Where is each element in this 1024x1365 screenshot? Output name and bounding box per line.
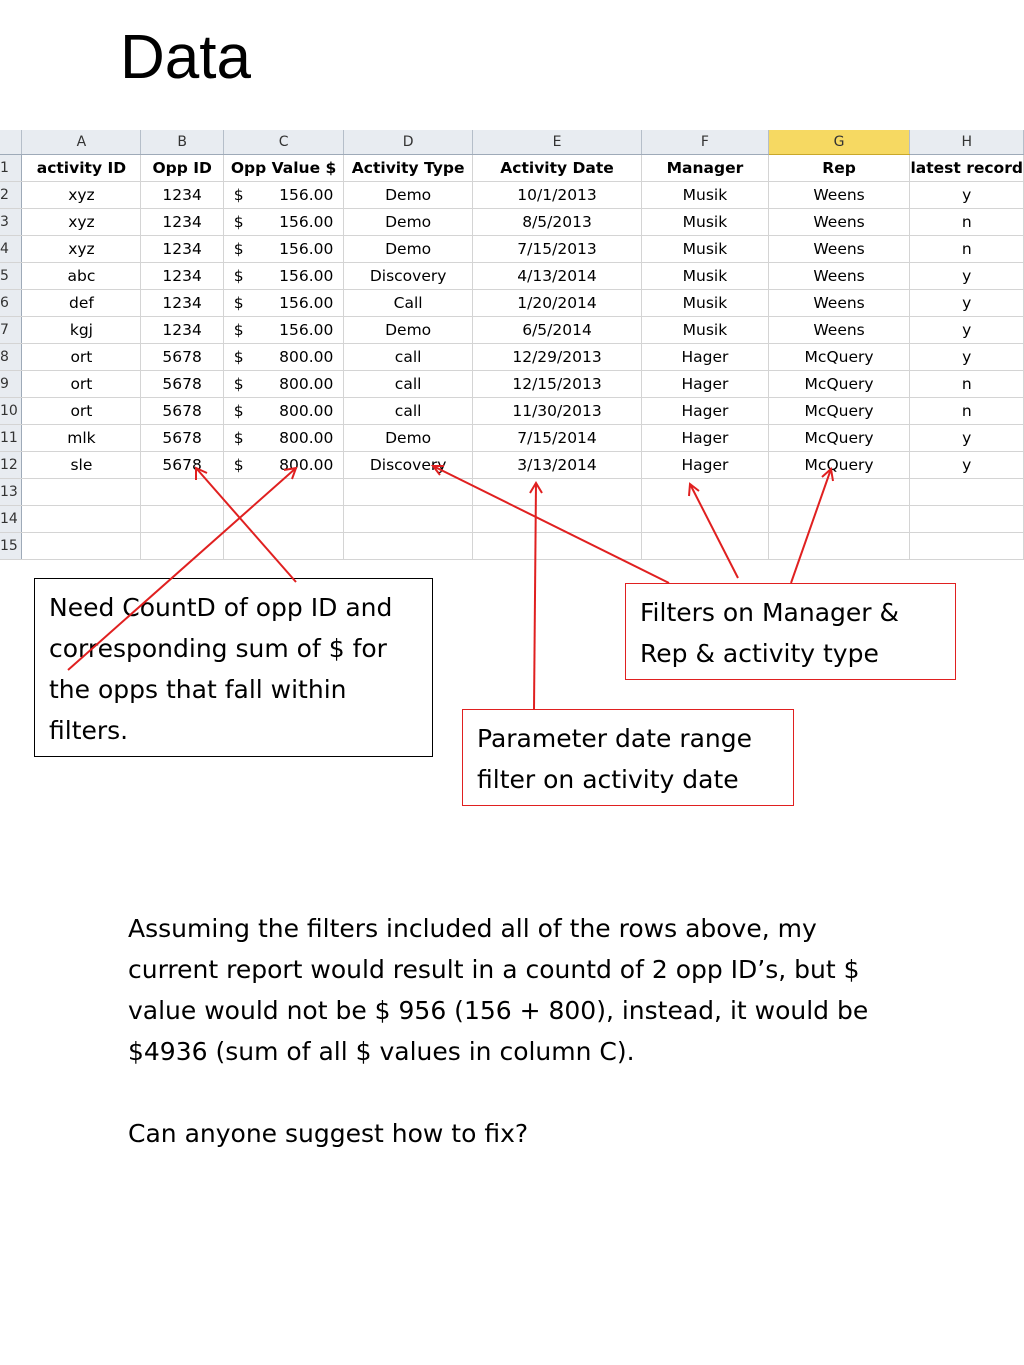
table-cell[interactable]: Musik (642, 290, 768, 317)
countd-callout (34, 578, 433, 757)
table-cell[interactable]: 6/5/2014 (472, 317, 641, 344)
header-cell[interactable]: latest record (910, 155, 1024, 182)
row-number[interactable]: 7 (0, 317, 22, 344)
table-cell[interactable] (223, 209, 344, 236)
table-cell[interactable] (472, 479, 641, 506)
currency-value (224, 186, 344, 204)
row-number[interactable]: 13 (0, 479, 22, 506)
currency-value (224, 348, 344, 366)
table-cell[interactable]: 5678 (141, 398, 223, 425)
table-cell[interactable]: y (910, 317, 1024, 344)
currency-value (224, 267, 344, 285)
table-cell[interactable] (910, 479, 1024, 506)
table-cell[interactable] (223, 290, 344, 317)
amount: 800.00 (279, 348, 334, 366)
column-header-f[interactable]: F (642, 130, 768, 155)
row-number[interactable]: 15 (0, 533, 22, 560)
table-cell[interactable]: Demo (344, 236, 473, 263)
table-cell[interactable] (22, 506, 141, 533)
table-cell[interactable]: call (344, 371, 473, 398)
table-cell[interactable] (768, 506, 910, 533)
table-cell[interactable]: Weens (768, 263, 910, 290)
table-cell[interactable]: 1234 (141, 209, 223, 236)
table-cell[interactable] (223, 533, 344, 560)
date-range-callout (462, 709, 794, 806)
table-cell[interactable]: kgj (22, 317, 141, 344)
row-number[interactable]: 6 (0, 290, 22, 317)
amount: 156.00 (279, 213, 334, 231)
currency-value (224, 456, 344, 474)
table-cell[interactable]: y (910, 452, 1024, 479)
currency-symbol: $ (233, 186, 244, 204)
question-paragraph: Can anyone suggest how to fix? (128, 1119, 529, 1148)
table-header-row (0, 155, 1024, 182)
table-row (0, 398, 1024, 425)
amount: 800.00 (279, 456, 334, 474)
table-cell[interactable]: Musik (642, 317, 768, 344)
table-cell[interactable]: n (910, 209, 1024, 236)
table-cell[interactable]: Demo (344, 209, 473, 236)
row-number[interactable]: 2 (0, 182, 22, 209)
date-range-callout-text: Parameter date range filter on activity date (477, 724, 753, 794)
table-cell[interactable]: 5678 (141, 371, 223, 398)
table-cell[interactable]: Hager (642, 371, 768, 398)
row-number[interactable]: 12 (0, 452, 22, 479)
table-cell[interactable] (642, 479, 768, 506)
column-header-g[interactable]: G (768, 130, 910, 155)
table-cell[interactable]: Hager (642, 398, 768, 425)
amount: 800.00 (279, 375, 334, 393)
table-cell[interactable]: y (910, 263, 1024, 290)
table-row (0, 479, 1024, 506)
explanation-paragraph: Assuming the filters included all of the rows above, my current report would result in a countd of 2 opp ID’s, but $ value would not be $ 956 (156 + 800), instead, it would be $4936 (sum of all $ values in column C). (128, 914, 869, 1066)
table-cell[interactable]: Weens (768, 182, 910, 209)
amount: 156.00 (279, 240, 334, 258)
table-cell[interactable] (768, 533, 910, 560)
table-cell[interactable]: n (910, 236, 1024, 263)
table-cell[interactable]: 4/13/2014 (472, 263, 641, 290)
filters-callout (625, 583, 956, 680)
header-cell[interactable]: Opp Value $ (223, 155, 344, 182)
table-row (0, 533, 1024, 560)
amount: 156.00 (279, 186, 334, 204)
column-header-e[interactable]: E (472, 130, 641, 155)
table-cell[interactable]: Musik (642, 236, 768, 263)
table-cell[interactable] (141, 506, 223, 533)
table-cell[interactable] (472, 533, 641, 560)
row-number[interactable]: 8 (0, 344, 22, 371)
header-cell[interactable]: activity ID (22, 155, 141, 182)
table-cell[interactable]: xyz (22, 182, 141, 209)
table-cell[interactable]: McQuery (768, 398, 910, 425)
currency-symbol: $ (233, 402, 244, 420)
table-cell[interactable]: n (910, 398, 1024, 425)
table-cell[interactable]: 7/15/2013 (472, 236, 641, 263)
table-row (0, 344, 1024, 371)
table-cell[interactable]: Demo (344, 317, 473, 344)
table-cell[interactable]: Weens (768, 317, 910, 344)
header-cell[interactable]: Activity Type (344, 155, 473, 182)
table-cell[interactable] (22, 479, 141, 506)
amount: 800.00 (279, 429, 334, 447)
table-cell[interactable] (223, 371, 344, 398)
table-row (0, 182, 1024, 209)
table-cell[interactable]: ort (22, 371, 141, 398)
table-cell[interactable]: 1234 (141, 182, 223, 209)
table-cell[interactable]: 12/29/2013 (472, 344, 641, 371)
table-cell[interactable]: Weens (768, 209, 910, 236)
table-cell[interactable]: Weens (768, 236, 910, 263)
table-cell[interactable]: call (344, 398, 473, 425)
row-number[interactable]: 5 (0, 263, 22, 290)
table-row (0, 317, 1024, 344)
table-cell[interactable]: Discovery (344, 263, 473, 290)
table-cell[interactable]: Musik (642, 209, 768, 236)
amount: 156.00 (279, 267, 334, 285)
table-cell[interactable]: McQuery (768, 425, 910, 452)
table-cell[interactable]: McQuery (768, 452, 910, 479)
currency-symbol: $ (233, 429, 244, 447)
table-cell[interactable] (910, 506, 1024, 533)
amount: 156.00 (279, 321, 334, 339)
currency-value (224, 240, 344, 258)
table-cell[interactable] (642, 506, 768, 533)
table-cell[interactable] (768, 479, 910, 506)
table-cell[interactable]: 5678 (141, 344, 223, 371)
column-header-a[interactable]: A (22, 130, 141, 155)
table-cell[interactable] (344, 479, 473, 506)
table-cell[interactable]: 3/13/2014 (472, 452, 641, 479)
table-row (0, 506, 1024, 533)
table-cell[interactable]: Hager (642, 344, 768, 371)
table-cell[interactable]: ort (22, 344, 141, 371)
table-cell[interactable]: 5678 (141, 452, 223, 479)
table-cell[interactable]: 1234 (141, 290, 223, 317)
data-table (0, 130, 1024, 560)
table-cell[interactable]: Hager (642, 452, 768, 479)
table-cell[interactable]: 7/15/2014 (472, 425, 641, 452)
table-cell[interactable] (472, 506, 641, 533)
table-cell[interactable]: Hager (642, 425, 768, 452)
table-cell[interactable] (223, 236, 344, 263)
column-header-d[interactable]: D (344, 130, 473, 155)
amount: 156.00 (279, 294, 334, 312)
table-cell[interactable]: 1234 (141, 236, 223, 263)
table-cell[interactable] (344, 533, 473, 560)
header-cell[interactable]: Activity Date (472, 155, 641, 182)
table-cell[interactable] (223, 425, 344, 452)
currency-symbol: $ (233, 294, 244, 312)
spreadsheet (0, 130, 1024, 554)
table-cell[interactable]: McQuery (768, 344, 910, 371)
table-cell[interactable]: Musik (642, 263, 768, 290)
table-cell[interactable] (22, 533, 141, 560)
table-cell[interactable]: xyz (22, 236, 141, 263)
table-row (0, 425, 1024, 452)
table-cell[interactable] (223, 263, 344, 290)
table-cell[interactable]: Discovery (344, 452, 473, 479)
table-cell[interactable]: y (910, 290, 1024, 317)
row-number[interactable]: 3 (0, 209, 22, 236)
table-cell[interactable]: Call (344, 290, 473, 317)
table-cell[interactable]: 1/20/2014 (472, 290, 641, 317)
table-cell[interactable] (223, 479, 344, 506)
table-cell[interactable]: mlk (22, 425, 141, 452)
table-cell[interactable]: ort (22, 398, 141, 425)
table-cell[interactable] (223, 452, 344, 479)
row-number[interactable]: 10 (0, 398, 22, 425)
table-cell[interactable]: y (910, 344, 1024, 371)
header-cell[interactable]: Rep (768, 155, 910, 182)
table-cell[interactable] (141, 533, 223, 560)
table-cell[interactable]: 10/1/2013 (472, 182, 641, 209)
table-cell[interactable] (223, 317, 344, 344)
question-text (128, 908, 908, 1154)
currency-symbol: $ (233, 375, 244, 393)
table-cell[interactable] (223, 398, 344, 425)
table-row (0, 236, 1024, 263)
row-number[interactable]: 11 (0, 425, 22, 452)
table-cell[interactable]: 8/5/2013 (472, 209, 641, 236)
currency-symbol: $ (233, 240, 244, 258)
table-cell[interactable]: abc (22, 263, 141, 290)
currency-value (224, 375, 344, 393)
table-cell[interactable] (223, 182, 344, 209)
currency-symbol: $ (233, 321, 244, 339)
table-cell[interactable]: def (22, 290, 141, 317)
table-row (0, 290, 1024, 317)
table-cell[interactable]: 11/30/2013 (472, 398, 641, 425)
currency-value (224, 294, 344, 312)
currency-value (224, 321, 344, 339)
row-number[interactable]: 4 (0, 236, 22, 263)
table-cell[interactable] (910, 533, 1024, 560)
table-cell[interactable]: call (344, 344, 473, 371)
column-header-c[interactable]: C (223, 130, 344, 155)
table-cell[interactable] (223, 344, 344, 371)
currency-value (224, 429, 344, 447)
column-header-h[interactable]: H (910, 130, 1024, 155)
currency-symbol: $ (233, 267, 244, 285)
table-cell[interactable] (141, 479, 223, 506)
table-cell[interactable]: 12/15/2013 (472, 371, 641, 398)
row-number[interactable]: 9 (0, 371, 22, 398)
filters-callout-text: Filters on Manager & Rep & activity type (640, 598, 899, 668)
currency-symbol: $ (233, 348, 244, 366)
table-cell[interactable]: 5678 (141, 425, 223, 452)
table-cell[interactable]: n (910, 371, 1024, 398)
currency-symbol: $ (233, 213, 244, 231)
table-row (0, 209, 1024, 236)
currency-symbol: $ (233, 456, 244, 474)
table-row (0, 371, 1024, 398)
currency-value (224, 213, 344, 231)
currency-value (224, 402, 344, 420)
row-number[interactable]: 1 (0, 155, 22, 182)
table-cell[interactable] (344, 506, 473, 533)
table-cell[interactable]: McQuery (768, 371, 910, 398)
table-cell[interactable]: Weens (768, 290, 910, 317)
column-header-row (0, 130, 1024, 155)
countd-callout-text: Need CountD of opp ID and corresponding sum of $ for the opps that fall within filters. (49, 593, 393, 745)
table-cell[interactable]: y (910, 182, 1024, 209)
table-cell[interactable]: sle (22, 452, 141, 479)
table-cell[interactable]: y (910, 425, 1024, 452)
header-cell[interactable]: Opp ID (141, 155, 223, 182)
table-cell[interactable]: Demo (344, 182, 473, 209)
page-title: Data (120, 23, 251, 92)
table-cell[interactable]: 1234 (141, 263, 223, 290)
header-cell[interactable]: Manager (642, 155, 768, 182)
table-cell[interactable] (642, 533, 768, 560)
row-number[interactable]: 14 (0, 506, 22, 533)
table-row (0, 452, 1024, 479)
table-cell[interactable]: xyz (22, 209, 141, 236)
table-cell[interactable]: Demo (344, 425, 473, 452)
table-cell[interactable]: 1234 (141, 317, 223, 344)
column-header-b[interactable]: B (141, 130, 223, 155)
amount: 800.00 (279, 402, 334, 420)
table-cell[interactable]: Musik (642, 182, 768, 209)
select-all-corner[interactable] (0, 130, 22, 155)
table-cell[interactable] (223, 506, 344, 533)
table-row (0, 263, 1024, 290)
